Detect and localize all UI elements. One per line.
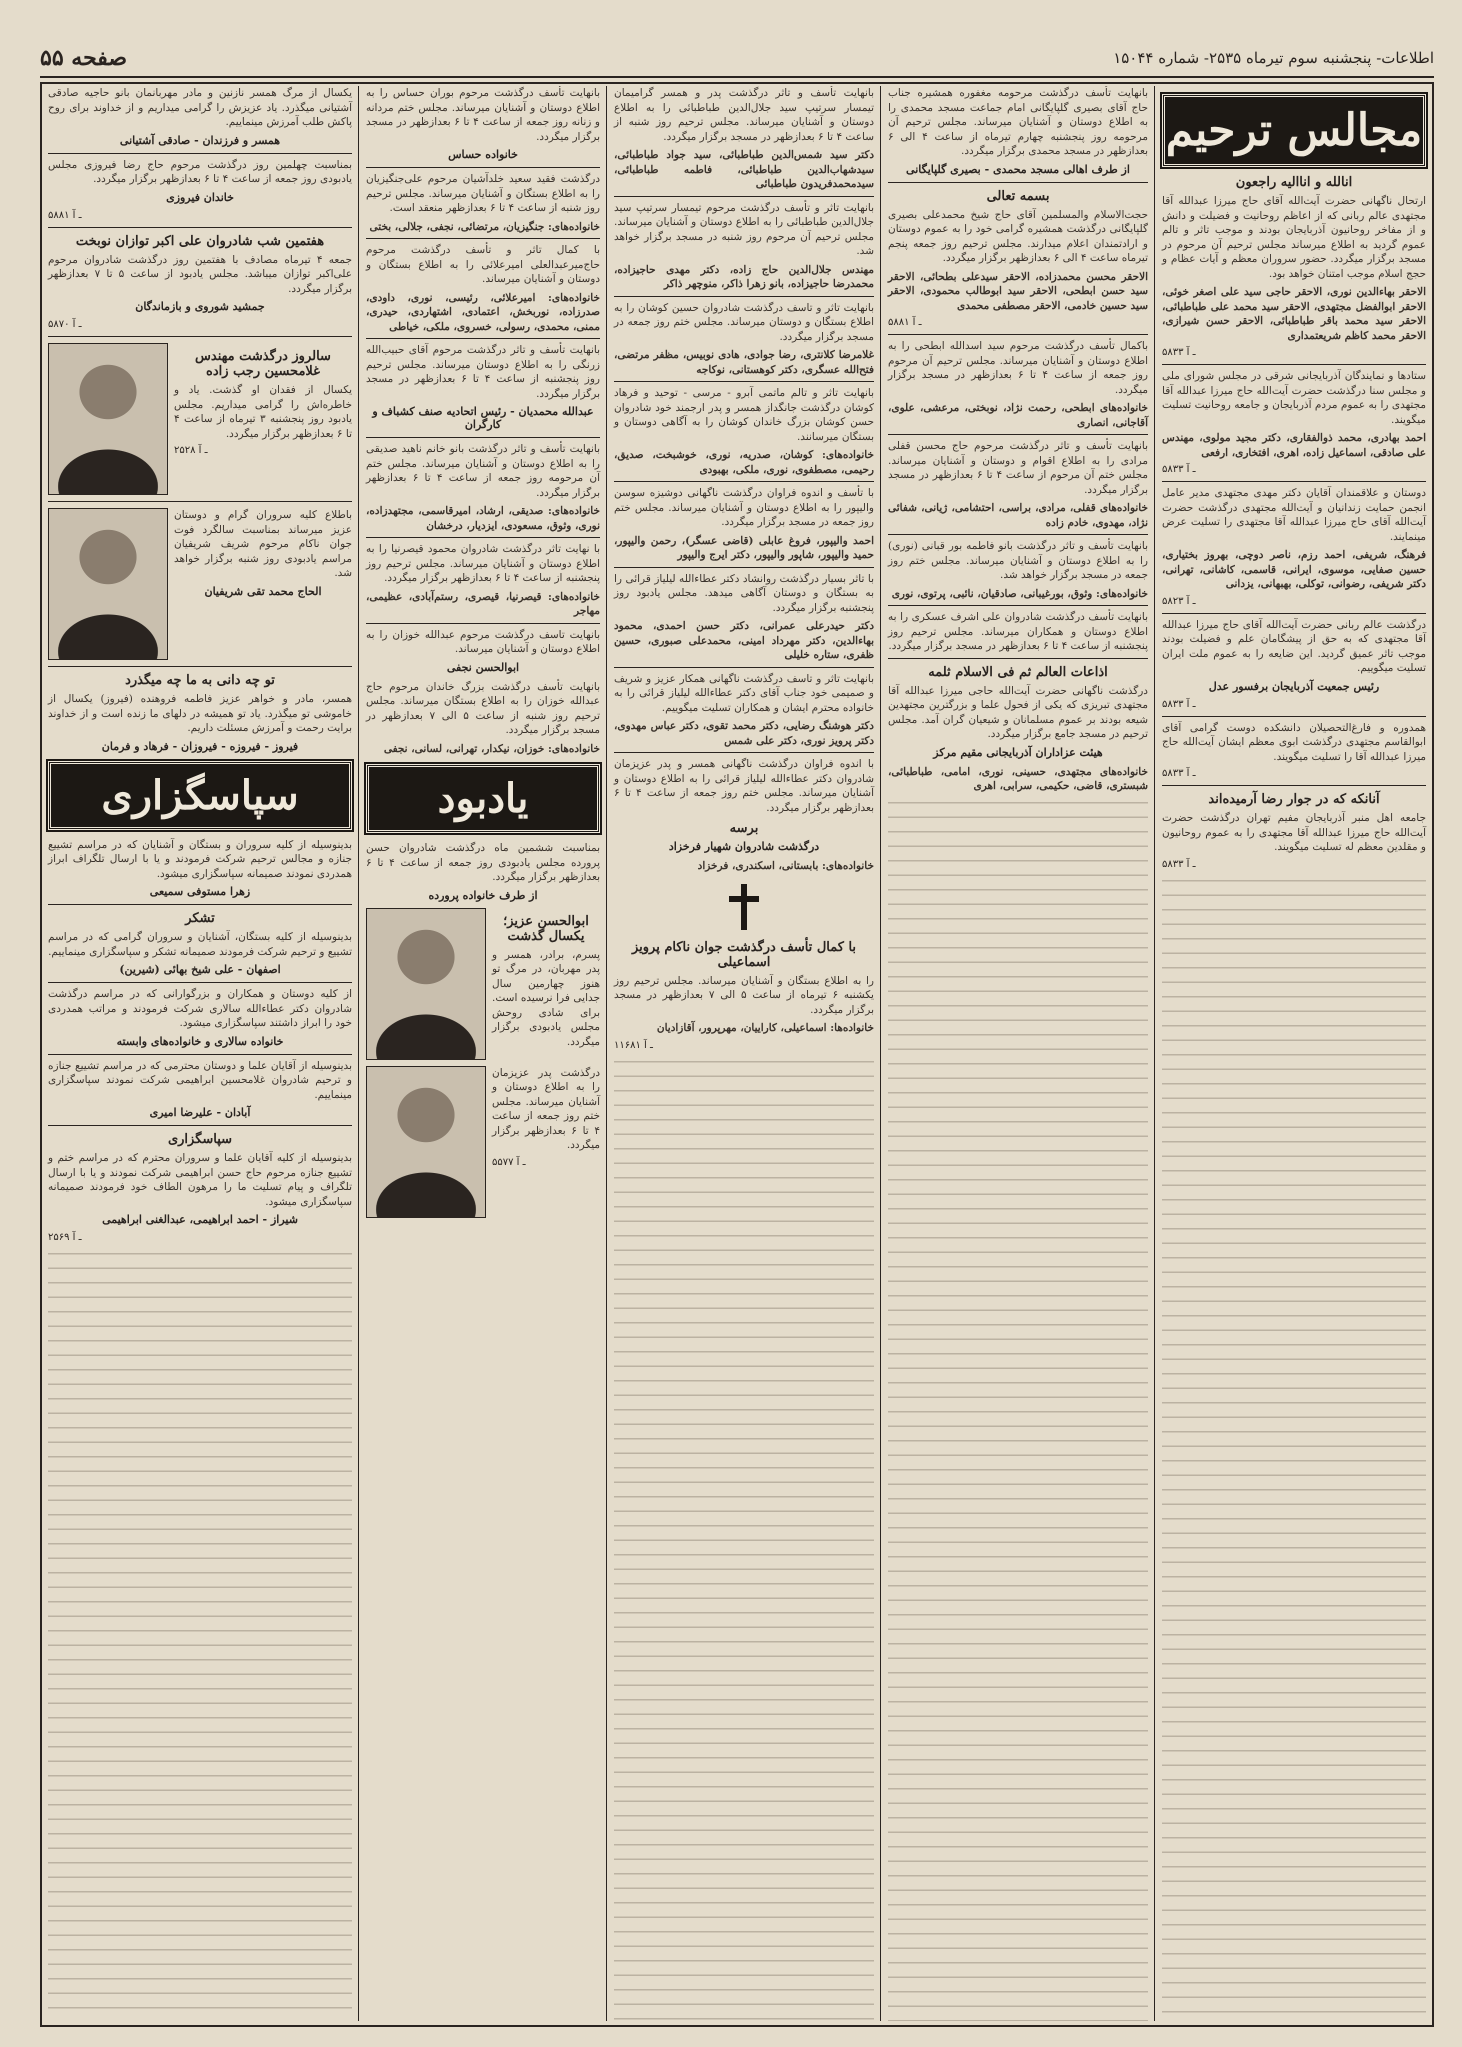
photo-notice <box>48 508 352 660</box>
notice-code: ۵۸۳۳ ـ آ <box>1162 768 1196 779</box>
notice-body: از کلیه دوستان و همکاران و بزرگوارانی که در مراسم درگذشت شادروان دکتر عطاءالله سالاری شرکت فرمودند و مراتب همدردی خود را ابراز داشتند سپاسگزاری میشود. <box>48 988 352 1029</box>
photo-notice-text <box>492 1066 600 1218</box>
notice-signature: هیئت عزاداران آذربایجانی مقیم مرکز <box>933 745 1103 759</box>
notice-code: ۵۵۷۷ ـ آ <box>492 1156 526 1168</box>
notice-body: درگذشت عالم ربانی حضرت آیت‌الله آقای حاج میرزا عبدالله آقا مجتهدی که به حق از پیشگامان علم و فضیلت بودند موجب تاثر عمیق گردید. این ضایعه را به عموم ملت ایران تسلیت میگوییم. <box>1162 618 1426 674</box>
notice-names: مهندس جلال‌الدین حاج زاده، دکتر مهدی حاجیزاده، محمدرضا حاجیزاده، بانو زهرا ذاکر، منوچهر ذاکر <box>614 263 874 290</box>
issue-meta: اطلاعات- پنجشنبه سوم تیرماه ۲۵۳۵- شماره ۱۵۰۴۴ <box>1113 49 1434 67</box>
portrait-photo <box>366 1066 486 1218</box>
notice-code: ۵۸۷۰ ـ آ <box>48 319 82 330</box>
notice-body: جمعه ۴ تیرماه مصادف با هفتمین روز درگذشت شادروان مرحوم علی‌اکبر توازان میباشد. مجلس یادبود از ساعت ۵ تا ۷ بعدازظهر برگزار میگردد. <box>48 253 352 295</box>
notice-body: بانهایت تأسف و تاثر درگذشت بانو فاطمه بور قبانی (نوری) را به اطلاع دوستان و آشنایان میرساند. مجلس ختم روز جمعه در مسجد برگزار خواهد شد. <box>888 540 1148 581</box>
notice-names: خانواده‌های: امیرعلائی، رئیسی، نوری، داودی، صدرزاده، نوربخش، اعتمادی، اشتهاردی، حیدری، ممنی، محمدی، رسولی، خسروی، ملکی، خیاطی <box>366 291 600 333</box>
divider <box>614 381 874 382</box>
divider <box>48 1125 352 1126</box>
page-header <box>40 40 1434 78</box>
notice-names: خانواده‌های ابطحی، رحمت نژاد، نوبختی، مرعشی، علوی، آقاجانی، انصاری <box>888 402 1148 429</box>
notice-body: بانهایت تأسف درگذشت مرحوم بوران حساس را به اطلاع دوستان و آشنایان میرساند. مجلس ختم مردانه و زنانه روز جمعه از ساعت ۴ تا ۶ بعدازظهر در مسجد برگزار میگردد. <box>366 87 601 143</box>
notice-body: را به اطلاع بستگان و آشنایان میرساند. مجلس ترحیم روز یکشنبه ۶ تیرماه از ساعت ۵ الی ۷ بعدازظهر در مسجد برگزار میگردد. <box>614 974 874 1016</box>
photo-notice <box>366 1066 600 1218</box>
divider <box>614 752 874 753</box>
notice-body: بانهایت تأسف و تاثر درگذشت مرحوم آقای حبیب‌الله زرنگی را به اطلاع دوستان میرساند. مجلس ترحیم روز پنجشنبه از ساعت ۴ تا ۶ بعدازظهر در مسجد برگزار میگردد. <box>366 344 600 400</box>
column-rule <box>880 86 881 2021</box>
notice-heading: هفتمین شب شادروان علی اکبر توازان نوبخت <box>75 233 325 249</box>
notice-code: ۵۸۸۱ ـ آ <box>48 209 82 221</box>
notice-heading: با کمال تأسف درگذشت جوان ناکام پرویز اسماعیلی <box>631 939 857 970</box>
page-sheet <box>40 82 1434 2027</box>
notice-body: با نهایت تاثر درگذشت شادروان محمود قیصرنیا را به اطلاع دوستان و آشنایان میرساند. مجلس ترحیم روز پنجشنبه از ساعت ۴ تا ۶ بعدازظهر برگزار میگردد. <box>366 543 600 584</box>
notice-body: بدینوسیله از آقایان علما و دوستان محترمی که در مراسم تشییع جنازه و ترحیم شادروان غلامحسین ابراهیمی شرکت نمودند سپاسگزاری مینماییم. <box>48 1059 352 1101</box>
notice-body: همسر، مادر و خواهر عزیز فاطمه فروهنده (فیروز) یکسال از خاموشی تو میگذرد. یاد تو همیشه در دلهای ما زنده است و از خداوند برایت رحمت و آمرزش مسئلت داریم. <box>48 693 352 734</box>
notice-body: بانهایت تأسف و تاثر درگذشت مرحوم حاج محسن قفلی مرادی را به اطلاع اقوام و دوستان و آشنایان میرساند. مجلس ختم آن مرحوم از ساعت ۴ تا ۶ بعدازظهر در مسجد برگزار میگردد. <box>888 440 1148 496</box>
divider <box>48 904 352 905</box>
notice-body: با تأسف و اندوه فراوان درگذشت ناگهانی دوشیزه سوسن والیپور را به اطلاع دوستان و آشنایان میرساند. مجلس ختم روز جمعه در مسجد برگزار میگردد. <box>614 487 874 528</box>
notice-body: بمناسبت چهلمین روز درگذشت مرحوم حاج رضا فیروزی مجلس یادبودی روز جمعه از ساعت ۴ تا ۶ بعدازظهر برگزار میگردد. <box>48 158 352 185</box>
notice-subheading: درگذشت شادروان شهیار فرخزاد <box>668 840 820 853</box>
notice-body: درگذشت فقید سعید خلدآشیان مرحوم علی‌جنگیزیان را به اطلاع بستگان و آشنایان میرساند. مجلس ترحیم روز شنبه از ساعت ۴ تا ۶ بعدازظهر منعقد است. <box>366 173 600 214</box>
divider <box>888 334 1148 335</box>
notice-signature: خانواده حساس <box>448 148 518 161</box>
notice-heading: برسه <box>729 821 759 836</box>
notice-body: بانهایت تاثر و تاسف درگذشت شادروان حسین کوشان را به اطلاع بستگان و دوستان میرساند. مجلس ختم روز جمعه در مسجد برگزار میگردد. <box>614 301 874 343</box>
notice-names: دکتر سید شمس‌الدین طباطبائی، سید جواد طباطبائی، سیدشهاب‌الدین طباطبائی، فاطمه طباطبائی، سیدمحمدفریدون طباطبائی <box>614 149 874 190</box>
notice-body: بانهایت تاسف درگذشت مرحوم عبدالله خوزان را به اطلاع دوستان و آشنایان میرساند. <box>366 628 600 655</box>
notice-code: ۵۸۳۳ ـ آ <box>1162 464 1196 475</box>
notice-body: درگذشت ناگهانی حضرت آیت‌الله حاجی میرزا عبدالله آقا مجتهدی تبریزی که یکی از فحول علما و بزرگترین مجتهدین شیعه بودند بر عموم مسلمانان و شیعیان گران آمد. مجلس ترحیم در مسجد جامع برگزار میگردد. <box>888 684 1148 740</box>
notice-body: بدینوسیله از کلیه بستگان، آشنایان و سروران گرامی که در مراسم تشییع و ترحیم شرکت فرمودند صمیمانه تشکر و سپاسگزاری مینماییم. <box>48 931 352 958</box>
notice-body: بانهایت تاثر و تاسف درگذشت ناگهانی همکار عزیز و شریف و صمیمی خود جناب آقای دکتر عطاءالله لیلیاز قرائی را به خانواده محترم ایشان و همکاران تسلیت میگوییم. <box>614 672 874 714</box>
divider <box>48 666 352 667</box>
photo-notice-text <box>174 508 352 660</box>
notice-heading: تو چه دانی به ما چه میگذرد <box>125 673 275 688</box>
notice-body: باکمال تأسف درگذشت مرحوم سید اسدالله ابطحی را به اطلاع دوستان و آشنایان میرساند. مجلس ترحیم آن مرحوم روز جمعه از ساعت ۴ تا ۶ بعدازظهر در مسجد برگزار میگردد. <box>888 340 1149 396</box>
notice-body: بانهایت تأسف درگذشت بزرگ خاندان مرحوم حاج عبدالله خوزان را به اطلاع بستگان میرساند. مجلس ترحیم روز شنبه از ساعت ۵ الی ۷ بعدازظهر در مسجد برگزار میگردد. <box>366 680 600 736</box>
divider <box>614 481 874 482</box>
notice-heading: آنانکه که در جوار رضا آرمیده‌اند <box>1208 792 1380 807</box>
notice-heading: سالروز درگذشت مهندس غلامحسین رجب زاده <box>195 349 331 379</box>
notice-heading: اذاعات العالم ثم فی الاسلام ثلمه <box>928 664 1108 680</box>
divider <box>614 296 874 297</box>
section-title-majalis-tarhim: مجالس ترحیم <box>1162 94 1426 167</box>
notice-names: خانواده‌ها: اسماعیلی، کاراییان، مهرپرور، آقازادیان <box>656 1022 874 1034</box>
portrait-photo <box>48 343 168 495</box>
notice-signature: فیروز - فیروزه - فیروزان - فرهاد و فرمان <box>101 739 299 753</box>
notice-body: بانهایت تاثر و تأسف درگذشت مرحوم تیمسار سرتیپ سید جلال‌الدین طباطبائی را به اطلاع دوستان و آشنایان میرساند. مجلس ترحیم آن مرحوم روز شنبه در مسجد برگزار خواهد شد. <box>614 201 874 257</box>
notice-body: با تاثر بسیار درگذشت روانشاد دکتر عطاءالله لیلیاز قرائی را به بستگان و دوستان آگاهی میدهد. مجلس یادبود روز پنجشنبه برگزار میگردد. <box>614 572 874 614</box>
notice-signature: اصفهان - علی شیخ بهائی (شیرین) <box>119 963 281 976</box>
notice-code: ۵۸۳۳ ـ آ <box>1162 347 1196 358</box>
divider <box>888 182 1148 183</box>
notice-signature: رئیس جمعیت آذربایجان برفسور عدل <box>1208 679 1380 693</box>
section-title-yadbud: یادبود <box>366 764 600 833</box>
notice-heading: انالله و اناالیه راجعون <box>1235 175 1353 190</box>
text-filler <box>888 798 1148 2022</box>
divider <box>48 1054 352 1055</box>
notice-body: بانهایت تأسف درگذشت شادروان علی اشرف عسکری را به اطلاع دوستان و همکاران میرساند. مجلس ترحیم روز پنجشنبه از ساعت ۴ تا ۶ بعدازظهر در مسجد برگزار میگردد. <box>888 611 1148 652</box>
notice-body: با اندوه فراوان درگذشت ناگهانی همسر و پدر عزیزمان شادروان دکتر عطاءالله لیلیاز قرائی را به اطلاع دوستان و آشنایان میرساند. مجلس ختم روز جمعه از ساعت ۴ تا ۶ بعدازظهر برگزار میگردد. <box>614 758 874 814</box>
notice-body: بانهایت تأسف درگذشت مرحومه مغفوره همشیره جناب حاج آقای بصیری گلپایگانی امام جماعت مسجد محمدی را به اطلاع دوستان و آشنایان میرساند. مجلس ترحیم آن مرحومه روز پنجشنبه چهارم تیرماه از ساعت ۴ الی ۶ بعدازظهر در مسجد محمدی برگزار میگردد. <box>888 87 1148 157</box>
notice-signature: خانواده سالاری و خانواده‌های وابسته <box>116 1034 284 1048</box>
column-rule <box>606 86 607 2021</box>
divider <box>614 667 874 668</box>
notice-names: دکتر هوشنگ رضایی، دکتر محمد تقوی، دکتر عباس مهدوی، دکتر پرویز نوری، دکتر علی شمس <box>614 720 874 747</box>
notice-names: خانواده‌های قفلی، مرادی، براسی، احتشامی، ژیانی، شفائی نژاد، مهدوی، خادم زاده <box>888 502 1148 529</box>
divider <box>366 537 600 538</box>
divider <box>48 982 352 983</box>
notice-signature: ابوالحسن نجفی <box>446 660 520 674</box>
text-filler <box>48 1249 352 2021</box>
notice-signature: از طرف اهالی مسجد محمدی - بصیری گلپایگانی <box>906 162 1130 176</box>
notice-body: بانهایت تاثر و تالم ماتمی آبرو - مرسی - توحید و فرهاد کوشان درگذشت جانگداز همسر و پدر ارجمند خود شادروان حسن کوشان بزرگ خاندان کوشان را به آگاهی دوستان و بستگان میرسانند. <box>614 387 874 443</box>
photo-notice-text <box>492 908 600 1060</box>
notice-body: دوستان و علاقمندان آقایان دکتر مهدی مجتهدی مدیر عامل انجمن حمایت زندانیان و آیت‌الله مجتهدی درگذشت حضرت آیت‌الله آقای حاج میرزا عبدالله آقا مجتهدی را تسلیت عرض مینمایند. <box>1162 487 1426 543</box>
column-rule <box>1154 86 1155 2021</box>
notice-body: حجت‌الاسلام والمسلمین آقای حاج شیخ محمدعلی بصیری گلپایگانی درگذشت همشیره گرامی خود را به عموم دوستان و ارادتمندان اعلام میدارند. مجلس ترحیم روز جمعه پنجم تیرماه ساعت ۴ الی ۶ بعدازظهر برگزار میگردد. <box>888 208 1148 264</box>
divider <box>366 623 600 624</box>
divider <box>48 227 352 228</box>
notice-body: ارتحال ناگهانی حضرت آیت‌الله آقای حاج میرزا عبدالله آقا مجتهدی عالم ربانی که از اعاظم روحانیت و فضیلت و دانش و از مفاخر روحانیون آذربایجان بودند و موجب تاثر و تالم عموم گردید به اطلاع میرساند مجلس ترحیم آن مرحوم در مسجد برگزار میگردد. حضور سروران معظم و آیات عظام و حجج اسلام موجب امتنان خواهد بود. <box>1162 195 1426 280</box>
notice-code: ۵۸۲۳ ـ آ <box>1162 595 1196 607</box>
notice-body: بدینوسیله از کلیه آقایان علما و سروران محترم که در مراسم ختم و تشییع جنازه مرحوم حاج حسن ابراهیمی شرکت نمودند و یا با ارسال تلگراف و پیام تسلیت ما را مرهون الطاف خود فرمودند صمیمانه سپاسگزاری میشود. <box>48 1152 352 1208</box>
divider <box>366 167 600 168</box>
notice-body: یکسال از فقدان او گذشت. یاد و خاطره‌اش را گرامی میداریم. مجلس یادبود روز پنجشنبه ۳ تیرماه از ساعت ۴ تا ۶ بعدازظهر برگزار میگردد. <box>174 384 353 440</box>
column-rule <box>358 86 359 2021</box>
notice-signature: زهرا مستوفی سمیعی <box>149 885 251 898</box>
notice-names: الاحقر بهاءالدین نوری، الاحقر حاجی سید علی اصغر خوئی، الاحقر ابوالفضل مجتهدی، الاحقر سید محمد علی طباطبائی، الاحقر سید محمد باقر طباطبائی، الاحقر حسن شیرازی، الاحقر محمد کاظم شریعتمداری <box>1162 286 1426 342</box>
notice-body: درگذشت پدر عزیزمان را به اطلاع دوستان و آشنایان میرساند. مجلس ختم روز جمعه از ساعت ۴ تا ۶ بعدازظهر برگزار میگردد. <box>492 1066 600 1151</box>
notice-signature: عبدالله محمدیان - رئیس اتحادیه صنف کشباف و کارگران <box>372 405 594 431</box>
text-filler <box>1162 876 1426 2022</box>
notice-names: خانواده‌های مجتهدی، حسینی، نوری، امامی، طباطبائی، شبستری، قاضی، حکیمی، سرابی، اهری <box>888 765 1148 792</box>
portrait-photo <box>48 508 168 660</box>
divider <box>366 437 600 438</box>
notice-body: با کمال تاثر و تأسف درگذشت مرحوم حاج‌میرعبدالعلی امیرعلائی را به اطلاع بستگان و دوستان و آشنایان میرساند. <box>366 244 600 285</box>
notice-names: خانواده‌های: جنگیزیان، مرتضائی، نجفی، جلالی، بختی <box>369 220 600 233</box>
notice-code: ۲۵۶۹ ـ آ <box>48 1232 82 1243</box>
notice-signature: همسر و فرزندان - صادقی آشتیانی <box>119 133 281 147</box>
notice-signature: شیراز - احمد ابراهیمی، عبدالغنی ابراهیمی <box>102 1213 298 1226</box>
divider <box>888 534 1148 535</box>
divider <box>888 658 1148 659</box>
notice-heading: سپاسگزاری <box>167 1132 233 1147</box>
divider <box>48 336 352 337</box>
notice-names: خانواده‌های: خوزان، نیکدار، تهرانی، لسانی، نجفی <box>383 742 600 755</box>
divider <box>1162 613 1426 614</box>
notice-code: ۵۸۳۳ ـ آ <box>1162 858 1196 870</box>
notice-body: همدوره و فارغ‌التحصیلان دانشکده دوست گرامی آقای ابوالقاسم مجتهدی درگذشت ابوی معظم ایشان آیت‌الله حاج میرزا عبدالله آقا را تسلیت میگویند. <box>1162 721 1426 763</box>
notice-body: باطلاع کلیه سروران گرام و دوستان عزیز میرساند بمناسبت سالگرد فوت جوان ناکام مرحوم شریف شریفیان مراسم یادبودی روز شنبه برگزار خواهد شد. <box>174 509 352 579</box>
notice-names: خانواده‌های: وثوق، بورغیبانی، صادقیان، نائبی، پرتوی، نوری <box>891 587 1148 600</box>
notice-body: بمناسبت ششمین ماه درگذشت شادروان حسن پرورده مجلس یادبودی روز جمعه از ساعت ۴ تا ۶ بعدازظهر برگزار میگردد. <box>366 842 601 883</box>
notice-signature: از طرف خانواده پرورده <box>428 888 538 902</box>
notice-heading: تشکر <box>185 911 215 926</box>
column-3 <box>608 86 880 2021</box>
notice-signature: آبادان - علیرضا امیری <box>149 1106 251 1119</box>
notice-code: ۵۸۳۳ ـ آ <box>1162 698 1196 710</box>
notice-signature: جمشید شوروی و بازماندگان <box>135 300 265 313</box>
notice-body: بانهایت تأسف و تاثر درگذشت بانو خانم ناهید صدیقی را به اطلاع دوستان و آشنایان میرساند. مجلس ختم آن مرحومه روز جمعه از ساعت ۴ تا ۶ بعدازظهر برگزار میگردد. <box>366 443 600 499</box>
notice-names: احمد والیپور، فروغ عابلی (قاضی عسگر)، رحمن والیپور، حمید والیپور، شاپور والیپور، دکتر ایرج والیپور <box>614 534 874 561</box>
divider <box>888 434 1148 435</box>
notice-heading: بسمه تعالی <box>986 188 1050 204</box>
notice-body: ستادها و نمایندگان آذربایجانی شرقی در مجلس شورای ملی و مجلس سنا درگذشت حضرت آیت‌الله حاج میرزا عبدالله آقا مجتهدی را به عموم مردم آذربایجان و جامعه روحانیت تسلیت میگویند. <box>1162 370 1426 426</box>
notice-names: خانواده‌های: کوشان، صدریه، نوری، خوشبخت، صدیق، رحیمی، مصطفوی، نوری، ملکی، بهبودی <box>614 449 874 476</box>
column-5 <box>42 86 358 2021</box>
notice-heading: ابوالحسن عزیز؛ یکسال گذشت <box>503 913 589 944</box>
divider <box>48 501 352 502</box>
notice-names: فرهنگ، شریفی، احمد رزم، ناصر دوچی، بهروز بختیاری، حسین صفایی، موسوی، ایرانی، قاسمی، کاشانی، تهرانی، دکتر شریفی، رضوانی، توکلی، بهبهانی، یزدانی <box>1162 549 1426 590</box>
divider <box>1162 481 1426 482</box>
portrait-photo <box>366 908 486 1060</box>
notice-names: خانواده‌های: صدیقی، ارشاد، امیرقاسمی، مجتهدزاده، نوری، وثوق، مسعودی، ایزدیار، درخشان <box>366 505 600 532</box>
divider <box>1162 364 1426 365</box>
notice-body: پسرم، برادر، همسر و پدر مهربان، در مرگ تو هنوز چهارمین سال جدایی فرا نرسیده است. برای شادی روحش مجلس یادبودی برگزار میگردد. <box>492 948 600 1048</box>
notice-code: ۱۱۶۸۱ ـ آ <box>614 1039 653 1051</box>
notice-body: جامعه اهل منبر آذربایجان مفیم تهران درگذشت حضرت آیت‌الله حاج میرزا عبدالله آقا مجتهدی را به عموم روحانیون و مقلدین معظم له تسلیت میگویند. <box>1162 812 1426 853</box>
divider <box>614 196 874 197</box>
notice-names: خانواده‌های: قیصرنیا، قیصری، رستم‌آبادی، عظیمی، مهاجر <box>366 590 600 617</box>
divider <box>48 153 352 154</box>
photo-notice-text <box>174 343 352 495</box>
divider <box>888 605 1148 606</box>
text-filler <box>614 1057 874 2022</box>
column-4 <box>360 86 606 2021</box>
divider <box>366 338 600 339</box>
column-1 <box>1156 86 1432 2021</box>
cross-icon <box>729 884 759 930</box>
column-2 <box>882 86 1154 2021</box>
notice-body: یکسال از مرگ همسر نازنین و مادر مهربانمان بانو حاجیه صادقی آشتیانی میگذرد. یاد عزیزش را گرامی میداریم و از خداوند برای روح پاکش طلب آمرزش مینماییم. <box>48 87 352 128</box>
photo-notice <box>366 908 600 1060</box>
notice-names: خانواده‌های: بابستانی، اسکندری، فرخزاد <box>697 860 874 872</box>
notice-body: بانهایت تأسف و تاثر درگذشت پدر و همسر گرامیمان تیمسار سرتیپ سید جلال‌الدین طباطبائی را به اطلاع دوستان و آشنایان میرساند. مجلس ترحیم روز شنبه از ساعت ۴ تا ۶ بعدازظهر در مسجد برگزار میگردد. <box>614 87 874 143</box>
page-number: صفحه ۵۵ <box>40 45 128 71</box>
notice-names: غلامرضا کلانتری، رضا جوادی، هادی نوبیس، مظفر مرتضی، فتح‌الله عسگری، دکتر کوهستانی، نوکاجه <box>614 349 874 376</box>
divider <box>366 238 600 239</box>
notice-code: ۲۵۲۸ ـ آ <box>174 445 208 456</box>
notice-names: احمد بهادری، محمد ذوالفقاری، دکتر مجید مولوی، مهندس علی صادقی، اسماعیل زاده، اهری، افتخاری، ارفعی <box>1162 432 1426 459</box>
notice-signature: الحاج محمد تقی شریفیان <box>204 584 322 598</box>
section-title-sepasgozari: سپاسگزاری <box>48 761 352 830</box>
divider <box>1162 785 1426 786</box>
notice-names: الاحقر محسن محمدزاده، الاحقر سیدعلی بطحائی، الاحقر سید حسن ابطحی، الاحقر سید ابوطالب محمودی، الاحقر سید حسین خادمی، الاحقر مصطفی محمدی <box>888 270 1148 312</box>
divider <box>1162 716 1426 717</box>
divider <box>614 567 874 568</box>
photo-notice <box>48 343 352 495</box>
notice-signature: خاندان فیروزی <box>166 190 234 204</box>
notice-names: دکتر حیدرعلی عمرانی، دکتر حسن احمدی، محمود بهاءالدین، دکتر مهرداد امینی، محمدعلی صبوری، حسین ظفری، ستاره خلیلی <box>614 620 874 661</box>
notice-code: ۵۸۸۱ ـ آ <box>888 317 922 328</box>
notice-body: بدینوسیله از کلیه سروران و بستگان و آشنایان که در مراسم تشییع جنازه و مجالس ترحیم شرکت فرمودند و یا با ارسال تلگراف ابراز همدردی نمودند صمیمانه سپاسگزاری میشود. <box>48 838 352 880</box>
